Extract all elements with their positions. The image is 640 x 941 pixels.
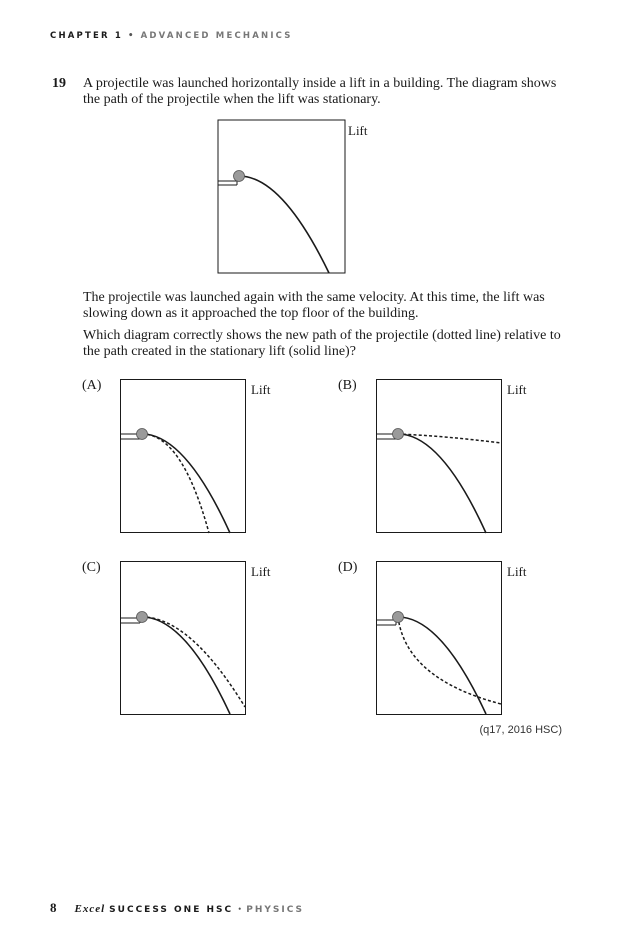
question-number: 19 xyxy=(52,76,66,91)
option-a-label: (A) xyxy=(82,378,102,393)
launch-ledge xyxy=(218,181,237,185)
header-separator: • xyxy=(127,31,136,41)
solid-path xyxy=(239,176,329,273)
chapter-label: CHAPTER 1 xyxy=(50,31,123,41)
lift-label: Lift xyxy=(348,123,368,138)
lift-box xyxy=(218,120,345,273)
dotted-path xyxy=(398,617,501,704)
section-title: ADVANCED MECHANICS xyxy=(140,31,293,41)
series-name: SUCCESS ONE HSC xyxy=(109,905,234,915)
option-b-diagram[interactable] xyxy=(376,379,506,536)
projectile-ball xyxy=(234,171,245,182)
footer-separator: • xyxy=(238,904,242,914)
option-d-label: (D) xyxy=(338,560,358,575)
dotted-path xyxy=(142,617,245,707)
running-header xyxy=(50,31,293,41)
option-d-diagram[interactable] xyxy=(376,561,506,718)
option-b-lift-label: Lift xyxy=(507,382,527,397)
question-intro: A projectile was launched horizontally inside a lift in a building. The diagram shows the path of the projectile when the lift was stationary. xyxy=(83,76,557,107)
option-a-diagram[interactable] xyxy=(120,379,250,536)
option-d-lift-label: Lift xyxy=(507,564,527,579)
option-c-lift-label: Lift xyxy=(251,564,271,579)
brand-logo: Excel xyxy=(74,903,106,915)
stationary-lift-diagram xyxy=(210,115,350,277)
dotted-path xyxy=(398,434,501,443)
option-c-label: (C) xyxy=(82,560,101,575)
option-c-diagram[interactable] xyxy=(120,561,250,718)
option-a-lift-label: Lift xyxy=(251,382,271,397)
question-paragraph-2: The projectile was launched again with the same velocity. At this time, the lift was slowing down as it approached the top floor of the building. xyxy=(83,290,545,321)
subject-name: PHYSICS xyxy=(246,905,304,915)
solid-path xyxy=(398,617,486,714)
solid-path xyxy=(142,617,230,714)
source-citation: (q17, 2016 HSC) xyxy=(479,724,562,736)
solid-path xyxy=(142,434,230,533)
page-number: 8 xyxy=(50,900,57,915)
option-b-label: (B) xyxy=(338,378,357,393)
page-footer xyxy=(50,900,304,916)
question-paragraph-3: Which diagram correctly shows the new path of the projectile (dotted line) relative to the path created in the stationary lift (solid line)? xyxy=(83,328,561,359)
solid-path xyxy=(398,434,486,533)
